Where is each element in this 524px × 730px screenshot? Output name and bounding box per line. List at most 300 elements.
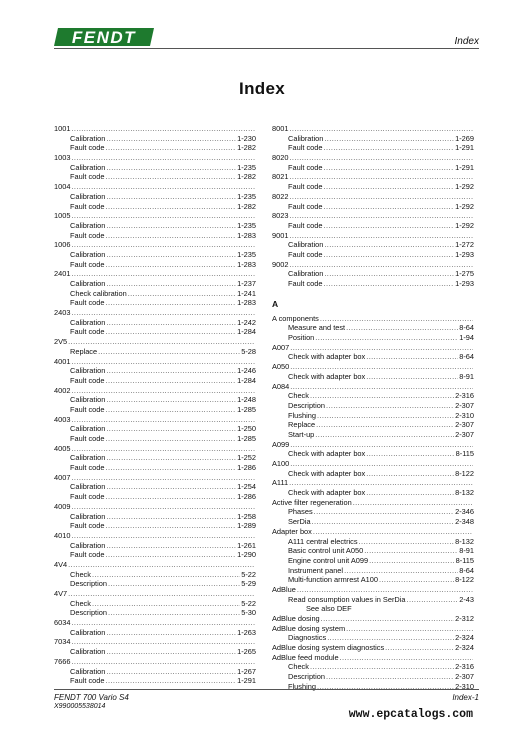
index-page-ref: 1-252 <box>237 453 256 463</box>
index-entry-label: AdBlue <box>272 584 296 594</box>
index-subentry <box>54 434 256 444</box>
index-entry <box>272 314 474 324</box>
dot-leader <box>106 221 236 231</box>
index-entry-label: Fault code <box>288 249 323 259</box>
dot-leader <box>324 250 455 260</box>
index-entry <box>54 124 256 134</box>
index-entry <box>272 382 474 392</box>
header-rule <box>54 48 479 49</box>
index-entry-label: 7034 <box>54 637 71 647</box>
index-entry-label: See also DEF <box>306 604 352 614</box>
index-entry-label: Fault code <box>288 162 323 172</box>
index-page-ref: 8-64 <box>459 323 474 333</box>
index-page-ref: 5-29 <box>241 579 256 589</box>
index-page-ref: 1-289 <box>237 521 256 531</box>
index-page-ref: 1-235 <box>237 162 256 172</box>
index-entry <box>272 624 474 634</box>
dot-leader <box>324 202 455 212</box>
index-entry <box>54 502 256 512</box>
index-page-ref: 8-132 <box>455 488 474 498</box>
index-entry <box>272 440 474 450</box>
index-page-ref: 1-250 <box>237 424 256 434</box>
index-subentry <box>272 566 474 576</box>
dot-leader <box>385 643 454 653</box>
index-page-ref: 8-91 <box>459 546 474 556</box>
index-page-ref: 1-285 <box>237 404 256 414</box>
dot-leader <box>68 560 255 570</box>
dot-leader <box>359 537 455 547</box>
index-subentry <box>54 579 256 589</box>
index-page-ref: 1-292 <box>455 182 474 192</box>
dot-leader <box>379 575 454 585</box>
footer-rule <box>54 689 479 690</box>
index-page-ref: 1-284 <box>237 375 256 385</box>
index-subentry <box>272 507 474 517</box>
index-page-ref: 2-307 <box>455 420 474 430</box>
index-subentry <box>272 556 474 566</box>
index-page-ref: 5-28 <box>241 346 256 356</box>
dot-leader <box>106 424 236 434</box>
dot-leader <box>324 134 454 144</box>
watermark: www.epcatalogs.com <box>348 708 473 721</box>
index-subentry <box>272 469 474 479</box>
dot-leader <box>106 512 236 522</box>
dot-leader <box>106 492 237 502</box>
index-subentry <box>272 279 474 289</box>
index-entry-label: Calibration <box>70 540 106 550</box>
index-subentry <box>272 240 474 250</box>
index-page-ref: 1-242 <box>237 317 256 327</box>
index-page-ref: 8-122 <box>455 575 474 585</box>
index-subentry <box>54 231 256 241</box>
index-entry <box>272 498 474 508</box>
index-entry-label: Check <box>70 598 91 608</box>
index-entry <box>54 269 256 279</box>
index-entry-label: Description <box>70 608 107 618</box>
index-page-ref: 1-94 <box>459 333 474 343</box>
dot-leader <box>324 240 454 250</box>
dot-leader <box>310 391 454 401</box>
dot-leader <box>108 608 240 618</box>
index-entry <box>54 589 256 599</box>
dot-leader <box>289 153 473 163</box>
index-page-ref: 5-22 <box>241 598 256 608</box>
index-entry-label: Diagnostics <box>288 633 327 643</box>
dot-leader <box>324 143 455 153</box>
index-entry-label: 4010 <box>54 530 71 540</box>
dot-leader <box>290 382 473 392</box>
index-subentry <box>272 269 474 279</box>
dot-leader <box>98 347 240 357</box>
dot-leader <box>310 662 454 672</box>
index-entry-label: Calibration <box>70 133 106 143</box>
index-entry-label: Fault code <box>70 201 105 211</box>
index-page-ref: 1-291 <box>455 143 474 153</box>
index-subentry <box>272 143 474 153</box>
dot-leader <box>289 478 473 488</box>
index-entry <box>54 386 256 396</box>
dot-leader <box>289 172 473 182</box>
dot-leader <box>71 153 255 163</box>
dot-leader <box>106 260 237 270</box>
index-entry-label: A050 <box>272 362 290 372</box>
dot-leader <box>106 134 236 144</box>
index-subentry <box>272 672 474 682</box>
index-page-ref: 1-292 <box>455 201 474 211</box>
index-page-ref: 2-310 <box>455 681 474 691</box>
index-entry <box>272 153 474 163</box>
dot-leader <box>71 357 255 367</box>
dot-leader <box>366 469 454 479</box>
index-page-ref: 1-258 <box>237 511 256 521</box>
index-entry-label: Fault code <box>70 327 105 337</box>
index-subentry <box>54 298 256 308</box>
index-entry-label: AdBlue dosing <box>272 614 320 623</box>
dot-leader <box>290 343 473 353</box>
index-entry-label: 9001 <box>272 230 289 240</box>
dot-leader <box>106 463 237 473</box>
dot-leader <box>71 473 255 483</box>
index-page-ref: 1-254 <box>237 482 256 492</box>
index-entry-label: A007 <box>272 342 290 352</box>
dot-leader <box>106 163 236 173</box>
dot-leader <box>106 405 237 415</box>
index-page-ref: 2-312 <box>455 614 474 623</box>
index-entry-label: Description <box>288 672 325 682</box>
index-entry <box>54 657 256 667</box>
index-subentry <box>272 430 474 440</box>
index-subentry <box>54 163 256 173</box>
index-page-ref: 1-230 <box>237 133 256 143</box>
dot-leader <box>92 599 240 609</box>
index-page-ref: 2-43 <box>459 594 474 604</box>
index-page-ref: 1-290 <box>237 550 256 560</box>
dot-leader <box>71 308 255 318</box>
dot-leader <box>324 269 454 279</box>
index-entry-label: Measure and test <box>288 323 346 333</box>
index-page-ref: 1-282 <box>237 201 256 211</box>
index-entry-label: Replace <box>70 346 98 356</box>
dot-leader <box>340 653 473 663</box>
index-entry-label: Fault code <box>70 404 105 414</box>
index-subentry <box>272 682 474 692</box>
index-page-ref: 8-115 <box>455 555 474 565</box>
dot-leader <box>71 269 255 279</box>
index-entry-label: 1006 <box>54 240 71 250</box>
index-subentry <box>54 647 256 657</box>
dot-leader <box>106 318 236 328</box>
dot-leader <box>326 672 454 682</box>
index-subentry <box>54 463 256 473</box>
dot-leader <box>71 182 255 192</box>
dot-leader <box>317 411 454 421</box>
index-entry-label: Fault code <box>70 550 105 560</box>
index-page-ref: 1-267 <box>237 666 256 676</box>
index-entry-label: Check with adapter box <box>288 449 366 459</box>
index-entry <box>54 531 256 541</box>
dot-leader <box>366 352 458 362</box>
dot-leader <box>324 221 455 231</box>
index-page-ref: 1-291 <box>455 162 474 172</box>
dot-leader <box>346 323 458 333</box>
index-page-ref: 2-307 <box>455 429 474 439</box>
index-page-ref: 2-348 <box>455 517 474 527</box>
index-subentry <box>54 202 256 212</box>
index-entry <box>54 637 256 647</box>
index-subentry <box>272 595 474 605</box>
dot-leader <box>71 386 255 396</box>
dot-leader <box>71 240 255 250</box>
dot-leader <box>106 434 237 444</box>
index-page-ref: 1-282 <box>237 143 256 153</box>
index-entry-label: Fault code <box>70 676 105 686</box>
index-entry <box>272 362 474 372</box>
dot-leader <box>71 444 255 454</box>
dot-leader <box>106 647 236 657</box>
index-entry-label: Calibration <box>70 191 106 201</box>
index-page-ref: 5-22 <box>241 569 256 579</box>
dot-leader <box>71 415 255 425</box>
dot-leader <box>364 546 458 556</box>
index-entry-label: Fault code <box>288 279 323 288</box>
index-subentry <box>272 250 474 260</box>
dot-leader <box>68 337 255 347</box>
dot-leader <box>315 430 454 440</box>
index-page-ref: 8-132 <box>455 536 474 546</box>
index-subentry <box>272 575 474 585</box>
index-entry-label: Calibration <box>70 317 106 327</box>
index-page-ref: 1-248 <box>237 395 256 405</box>
index-entry <box>272 478 474 488</box>
index-entry-label: AdBlue dosing system diagnostics <box>272 643 385 653</box>
dot-leader <box>106 667 236 677</box>
dot-leader <box>369 556 455 566</box>
index-subentry <box>54 134 256 144</box>
dot-leader <box>324 163 455 173</box>
index-entry-label: A084 <box>272 381 290 391</box>
index-entry <box>272 124 474 134</box>
index-entry <box>54 618 256 628</box>
index-entry-label: Active filter regeneration <box>272 497 352 507</box>
dot-leader <box>289 192 473 202</box>
index-entry-label: Start-up <box>288 429 315 439</box>
dot-leader <box>289 231 473 241</box>
dot-leader <box>313 527 473 537</box>
dot-leader <box>312 517 455 527</box>
index-entry-label: Calibration <box>288 240 324 250</box>
index-entry <box>54 415 256 425</box>
index-entry <box>54 153 256 163</box>
index-entry <box>54 473 256 483</box>
index-subentry <box>272 420 474 430</box>
index-page-ref: 5-30 <box>241 608 256 618</box>
dot-leader <box>106 453 236 463</box>
index-entry <box>272 231 474 241</box>
index-entry <box>272 260 474 270</box>
index-subentry <box>272 221 474 231</box>
index-column-right <box>272 124 474 692</box>
index-subentry <box>54 521 256 531</box>
index-entry-label: Flushing <box>288 681 316 691</box>
dot-leader <box>321 614 454 624</box>
index-entry-label: Calibration <box>70 627 106 637</box>
index-entry-label: 4009 <box>54 501 71 511</box>
dot-leader <box>71 637 255 647</box>
index-entry-label: 1005 <box>54 211 71 221</box>
dot-leader <box>106 250 236 260</box>
index-entry-label: Check <box>288 662 309 672</box>
index-entry-label: Check with adapter box <box>288 352 366 362</box>
index-page-ref: 1-269 <box>455 133 474 143</box>
index-subentry <box>54 676 256 686</box>
index-entry-label: 8023 <box>272 211 289 221</box>
index-subentry <box>54 492 256 502</box>
index-entry-label: Fault code <box>70 298 105 308</box>
index-entry-label: Calibration <box>70 220 106 230</box>
index-entry-label: Check with adapter box <box>288 488 366 498</box>
dot-leader <box>106 327 237 337</box>
index-entry-label: SerDia <box>288 517 311 527</box>
index-page-ref: 1-292 <box>455 220 474 230</box>
index-subentry <box>54 608 256 618</box>
dot-leader <box>106 143 237 153</box>
index-entry-label: Fault code <box>70 259 105 269</box>
index-entry-label: Calibration <box>70 511 106 521</box>
index-entry <box>54 240 256 250</box>
index-subentry <box>54 366 256 376</box>
index-subentry <box>54 395 256 405</box>
index-page-ref: 2-310 <box>455 410 474 420</box>
index-entry-label: 4002 <box>54 385 71 395</box>
dot-leader <box>108 579 240 589</box>
dot-leader <box>106 192 236 202</box>
index-subentry <box>272 372 474 382</box>
index-entry-label: Calibration <box>70 453 106 463</box>
index-entry-label: Phases <box>288 507 313 517</box>
index-page-ref: 1-235 <box>237 220 256 230</box>
index-entry-label: Fault code <box>70 172 105 182</box>
index-entry-label: 9002 <box>272 259 289 269</box>
index-entry <box>272 172 474 182</box>
page-title: Index <box>239 79 285 98</box>
dot-leader <box>106 376 237 386</box>
dot-leader <box>71 124 255 134</box>
index-subentry <box>54 221 256 231</box>
dot-leader <box>320 314 473 324</box>
dot-leader <box>71 502 255 512</box>
index-entry-label: Calibration <box>70 424 106 434</box>
index-page-ref: 1-291 <box>237 676 256 686</box>
index-entry <box>54 211 256 221</box>
dot-leader <box>290 459 473 469</box>
header-section: Index <box>454 36 479 47</box>
index-entry-label: Fault code <box>288 182 323 192</box>
dot-leader <box>106 366 236 376</box>
dot-leader <box>106 541 236 551</box>
index-entry-label: Fault code <box>70 521 105 531</box>
index-entry-label: 4005 <box>54 443 71 453</box>
index-entry-label: Calibration <box>70 666 106 676</box>
index-subentry <box>54 347 256 357</box>
index-page-ref: 8-64 <box>459 352 474 362</box>
index-page-ref: 1-293 <box>455 249 474 259</box>
index-subentry <box>272 449 474 459</box>
index-entry <box>272 192 474 202</box>
index-entry <box>54 308 256 318</box>
index-page-ref: 1-286 <box>237 463 256 473</box>
index-subentry <box>54 327 256 337</box>
index-page-ref: 8-91 <box>459 371 474 381</box>
fendt-logo <box>54 26 156 48</box>
dot-leader <box>324 182 455 192</box>
index-entry-label: 4003 <box>54 414 71 424</box>
dot-leader <box>324 279 455 289</box>
index-entry-label: Multi-function armrest A100 <box>288 575 378 585</box>
index-entry-label: Check <box>288 391 309 401</box>
index-subentry <box>272 134 474 144</box>
dot-leader <box>106 298 237 308</box>
index-entry-label: Fault code <box>288 220 323 230</box>
index-entry-label: 8022 <box>272 191 289 201</box>
dot-leader <box>106 482 236 492</box>
index-subentry <box>54 512 256 522</box>
index-page-ref: 2-324 <box>455 633 474 643</box>
index-subentry <box>54 192 256 202</box>
index-page-ref: 1-235 <box>237 191 256 201</box>
dot-leader <box>106 628 236 638</box>
index-entry-label: Engine control unit A099 <box>288 555 369 565</box>
index-subentry <box>272 323 474 333</box>
index-entry-label: A components <box>272 313 319 323</box>
index-subentry <box>54 279 256 289</box>
index-entry-label: Fault code <box>70 463 105 473</box>
index-entry-label: 8021 <box>272 172 289 182</box>
dot-leader <box>106 172 237 182</box>
dot-leader <box>71 657 255 667</box>
fendt-logo-text: FENDT <box>71 28 137 47</box>
index-subentry <box>272 662 474 672</box>
footer-code: X990005538014 <box>54 703 106 710</box>
index-entry-label: A111 <box>272 478 289 488</box>
index-subentry <box>54 599 256 609</box>
dot-leader <box>106 521 237 531</box>
dot-leader <box>344 566 458 576</box>
index-entry-label: Calibration <box>288 269 324 279</box>
index-page-ref: 1-283 <box>237 230 256 240</box>
index-entry-label: Description <box>70 579 107 589</box>
dot-leader <box>366 488 454 498</box>
dot-leader <box>106 202 237 212</box>
index-entry-label: 4007 <box>54 472 71 482</box>
index-page-ref: 1-263 <box>237 627 256 637</box>
index-subentry <box>272 488 474 498</box>
index-page-ref: 8-122 <box>455 468 474 478</box>
index-entry-label: Calibration <box>70 249 106 259</box>
dot-leader <box>297 585 473 595</box>
index-see-also <box>272 604 474 614</box>
dot-leader <box>316 420 454 430</box>
index-entry <box>272 527 474 537</box>
index-entry-label: A111 central electrics <box>288 536 358 546</box>
index-entry <box>54 444 256 454</box>
index-subentry <box>54 667 256 677</box>
index-page-ref: 1-246 <box>237 366 256 376</box>
dot-leader <box>106 550 237 560</box>
index-subentry <box>54 143 256 153</box>
dot-leader <box>289 124 473 134</box>
dot-leader <box>289 260 473 270</box>
index-entry <box>272 585 474 595</box>
